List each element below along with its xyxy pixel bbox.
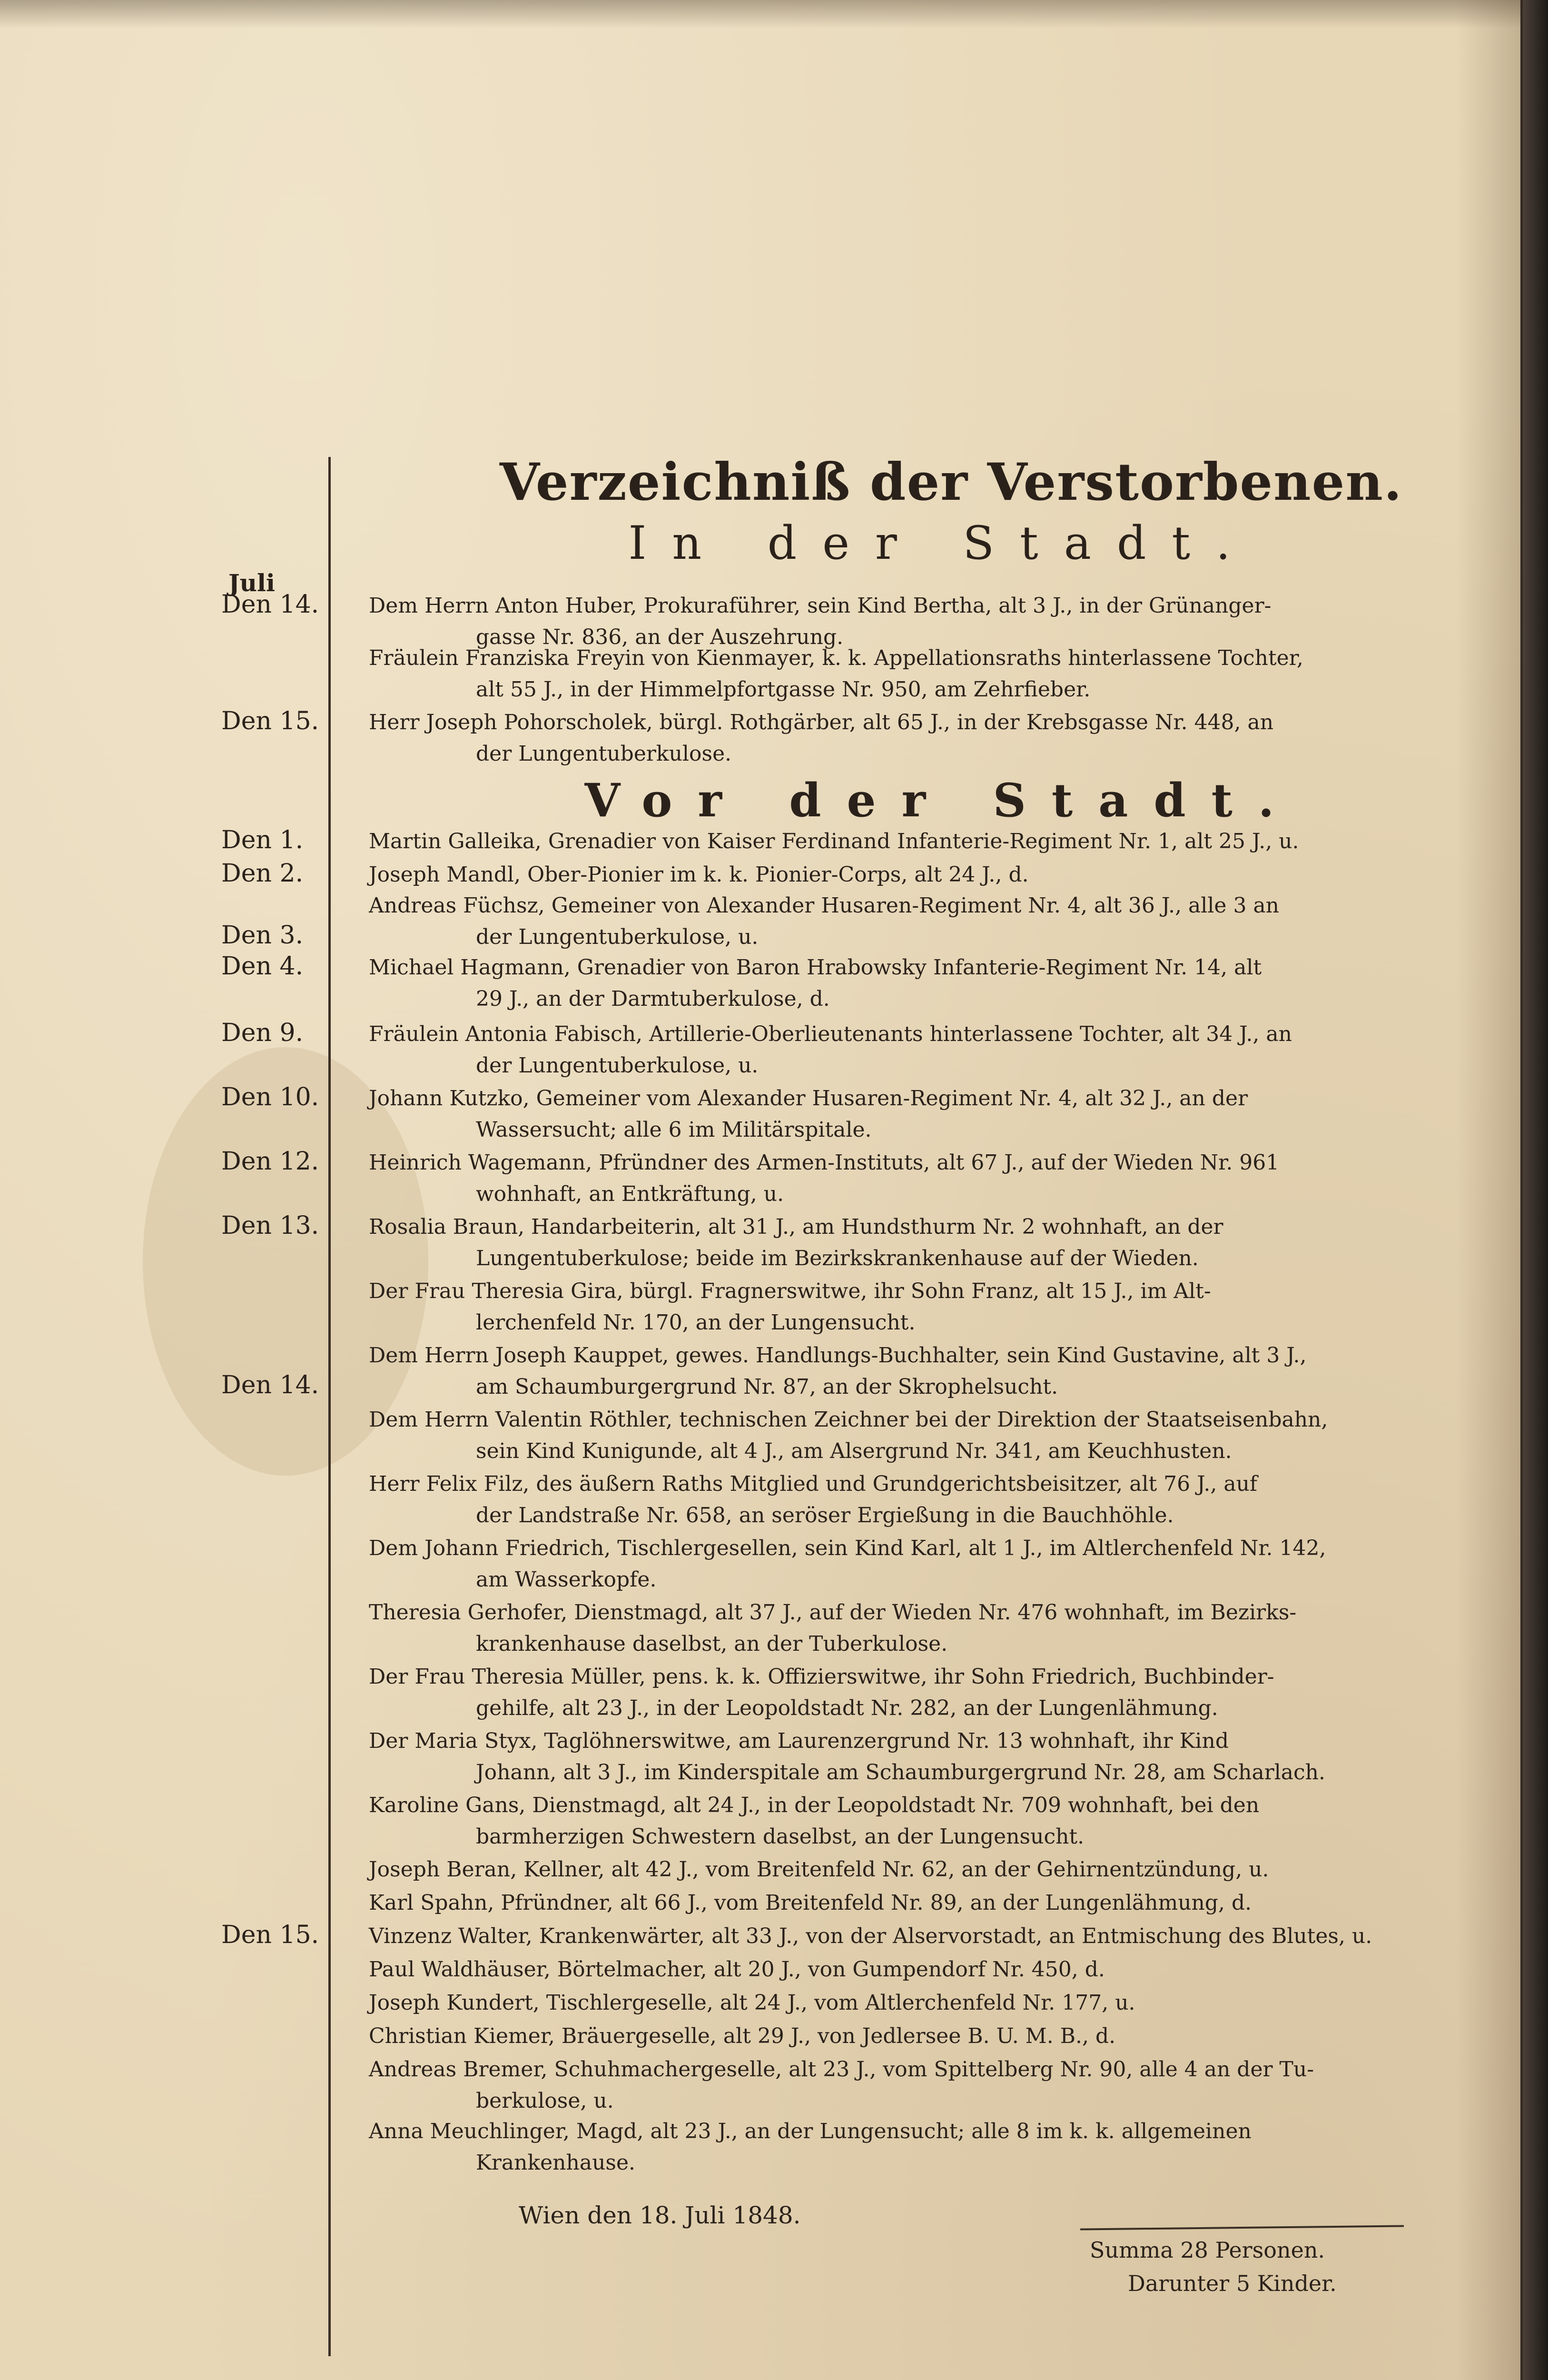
death-entry [369,2021,1487,2052]
death-entry [369,1726,1487,1788]
entry-line: Fräulein Antonia Fabisch, Artillerie-Oberlieutenants hinterlassene Tochter, alt 34 J., an [369,1022,1292,1046]
entry-line: Dem Herrn Anton Huber, Prokuraführer, sein Kind Bertha, alt 3 J., in der Grünanger- [369,594,1272,618]
death-entry [369,890,1487,953]
entry-line: am Schaumburgergrund Nr. 87, an der Skrophelsucht. [476,1375,1058,1399]
death-entry [369,1340,1487,1403]
month-label: Juli [228,569,275,597]
death-entry [369,1661,1487,1724]
entry-line: lerchenfeld Nr. 170, an der Lungensucht. [476,1310,916,1335]
death-entry [369,952,1487,1015]
death-entry [369,2054,1487,2117]
entry-line: Andreas Füchsz, Gemeiner von Alexander Husaren-Regiment Nr. 4, alt 36 J., alle 3 an [369,893,1280,918]
entry-line: Anna Meuchlinger, Magd, alt 23 J., an der Lungensucht; alle 8 im k. k. allgemeinen [369,2119,1252,2143]
death-entry [369,1597,1487,1660]
children-count-line: Darunter 5 Kinder. [1128,2271,1337,2296]
death-entry [369,1404,1487,1467]
entry-line: gehilfe, alt 23 J., in der Leopoldstadt Nr. 282, an der Lungenlähmung. [476,1696,1218,1720]
entry-line: Vinzenz Walter, Krankenwärter, alt 33 J., von der Alservorstadt, an Entmischung des Blutes, u. [369,1924,1372,1948]
entry-line: der Lungentuberkulose. [476,742,732,766]
entry-line: Christian Kiemer, Bräuergeselle, alt 29 J., von Jedlersee B. U. M. B., d. [369,2024,1116,2048]
death-entry [369,2116,1487,2179]
death-entry [369,859,1487,891]
entry-line: Joseph Kundert, Tischlergeselle, alt 24 J., vom Altlerchenfeld Nr. 177, u. [369,1991,1135,2015]
date-label: Den 10. [221,1083,319,1111]
entry-line: am Wasserkopfe. [476,1567,657,1592]
entry-line: Fräulein Franziska Freyin von Kienmayer, k. k. Appellationsraths hinterlassene Tochter, [369,646,1303,670]
death-entry [369,1854,1487,1885]
section-heading-suburbs: Vor der Stadt. [584,774,1300,827]
date-column-rule [328,457,331,2356]
entry-line: Joseph Beran, Kellner, alt 42 J., vom Breitenfeld Nr. 62, an der Gehirnentzündung, u. [369,1857,1269,1882]
entry-line: Heinrich Wagemann, Pfründner des Armen-Instituts, alt 67 J., auf der Wieden Nr. 961 [369,1150,1280,1175]
date-label: Den 1. [221,826,304,854]
date-label: Den 4. [221,952,304,981]
entry-line: Theresia Gerhofer, Dienstmagd, alt 37 J., auf der Wieden Nr. 476 wohnhaft, im Bezirks- [369,1600,1297,1625]
death-entry [369,1790,1487,1853]
entry-line: sein Kind Kunigunde, alt 4 J., am Alsergrund Nr. 341, am Keuchhusten. [476,1439,1232,1463]
date-label: Den 15. [221,1921,319,1949]
entry-line: Martin Galleika, Grenadier von Kaiser Ferdinand Infanterie-Regiment Nr. 1, alt 25 J., u. [369,829,1299,853]
entry-line: gasse Nr. 836, an der Auszehrung. [476,625,844,649]
entry-line: Karoline Gans, Dienstmagd, alt 24 J., in der Leopoldstadt Nr. 709 wohnhaft, bei den [369,1793,1260,1817]
death-entry [369,1468,1487,1531]
death-entry [369,826,1487,857]
death-entry [369,1921,1487,1952]
entry-line: Lungentuberkulose; beide im Bezirkskrankenhause auf der Wieden. [476,1246,1199,1270]
summary-rule [1080,2225,1404,2230]
entry-line: Der Frau Theresia Gira, bürgl. Fragnerswitwe, ihr Sohn Franz, alt 15 J., im Alt- [369,1279,1211,1303]
date-label: Den 14. [221,590,319,619]
death-entry [369,643,1487,705]
death-entry [369,1147,1487,1210]
entry-line: Krankenhause. [476,2151,636,2175]
entry-line: alt 55 J., in der Himmelpfortgasse Nr. 950, am Zehrfieber. [476,677,1091,702]
entry-line: Herr Felix Filz, des äußern Raths Mitglied und Grundgerichtsbeisitzer, alt 76 J., auf [369,1472,1258,1496]
date-label: Den 2. [221,859,304,888]
entry-line: Der Maria Styx, Taglöhnerswitwe, am Laurenzergrund Nr. 13 wohnhaft, ihr Kind [369,1729,1229,1753]
entry-line: Paul Waldhäuser, Börtelmacher, alt 20 J., von Gumpendorf Nr. 450, d. [369,1957,1105,1982]
entry-line: Rosalia Braun, Handarbeiterin, alt 31 J., am Hundsthurm Nr. 2 wohnhaft, an der [369,1215,1223,1239]
entry-line: Johann Kutzko, Gemeiner vom Alexander Husaren-Regiment Nr. 4, alt 32 J., an der [369,1086,1248,1111]
entry-line: Andreas Bremer, Schuhmachergeselle, alt 23 J., vom Spittelberg Nr. 90, alle 4 an der Tu- [369,2057,1314,2082]
death-entry [369,1276,1487,1339]
entry-line: Herr Joseph Pohorscholek, bürgl. Rothgärber, alt 65 J., in der Krebsgasse Nr. 448, an [369,710,1274,734]
date-label: Den 13. [221,1211,319,1240]
death-entry [369,1211,1487,1274]
date-label: Den 14. [221,1371,319,1399]
death-entry [369,1987,1487,2019]
summa-line: Summa 28 Personen. [1090,2237,1325,2263]
death-entry [369,1533,1487,1596]
entry-line: Dem Herrn Joseph Kauppet, gewes. Handlungs-Buchhalter, sein Kind Gustavine, alt 3 J., [369,1343,1307,1368]
entry-line: Der Frau Theresia Müller, pens. k. k. Offizierswitwe, ihr Sohn Friedrich, Buchbinder- [369,1665,1274,1689]
entry-line: Joseph Mandl, Ober-Pionier im k. k. Pionier-Corps, alt 24 J., d. [369,863,1029,887]
entry-line: Michael Hagmann, Grenadier von Baron Hrabowsky Infanterie-Regiment Nr. 14, alt [369,955,1262,980]
place-date-line: Wien den 18. Juli 1848. [519,2202,801,2229]
death-entry [369,1954,1487,1985]
page-title: Verzeichniß der Verstorbenen. [500,452,1403,512]
entry-line: der Landstraße Nr. 658, an seröser Ergießung in die Bauchhöhle. [476,1503,1174,1527]
section-heading-city: In der Stadt. [628,516,1256,570]
entry-line: Wassersucht; alle 6 im Militärspitale. [476,1118,872,1142]
entry-line: berkulose, u. [476,2089,614,2113]
date-label: Den 3. [221,921,304,950]
death-entry [369,707,1487,770]
entry-line: Dem Johann Friedrich, Tischlergesellen, sein Kind Karl, alt 1 J., im Altlerchenfeld Nr. 142, [369,1536,1326,1560]
entry-line: barmherzigen Schwestern daselbst, an der Lungensucht. [476,1825,1085,1849]
date-label: Den 15. [221,707,319,735]
date-label: Den 9. [221,1019,304,1047]
entry-line: 29 J., an der Darmtuberkulose, d. [476,987,830,1011]
binding-shadow [1523,0,1548,2380]
entry-line: krankenhause daselbst, an der Tuberkulose. [476,1632,948,1656]
page-top-shadow [0,0,1520,29]
entry-line: Karl Spahn, Pfründner, alt 66 J., vom Breitenfeld Nr. 89, an der Lungenlähmung, d. [369,1891,1252,1915]
death-entry [369,1887,1487,1919]
death-entry [369,1083,1487,1146]
date-label: Den 12. [221,1147,319,1176]
entry-line: Johann, alt 3 J., im Kinderspitale am Schaumburgergrund Nr. 28, am Scharlach. [476,1760,1326,1785]
death-entry [369,1019,1487,1081]
entry-line: wohnhaft, an Entkräftung, u. [476,1182,784,1206]
entry-line: der Lungentuberkulose, u. [476,1053,759,1078]
entry-line: Dem Herrn Valentin Röthler, technischen Zeichner bei der Direktion der Staatseisenbahn, [369,1408,1328,1432]
entry-line: der Lungentuberkulose, u. [476,925,759,949]
